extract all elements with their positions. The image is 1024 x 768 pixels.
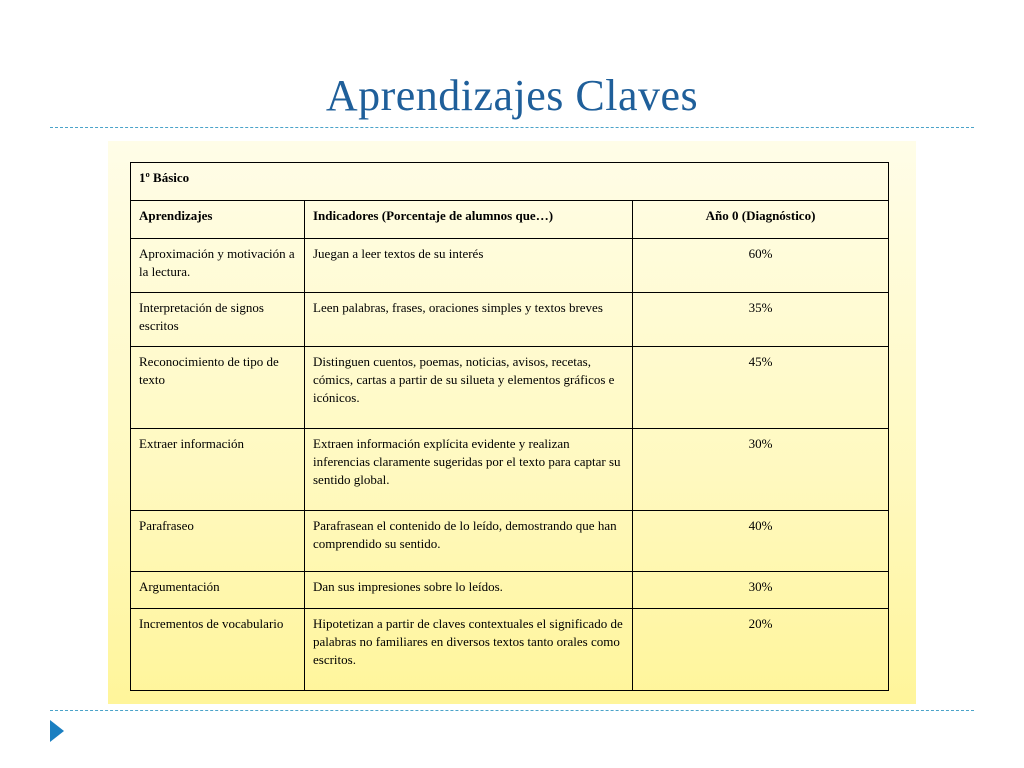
cell-indicador: Leen palabras, frases, oraciones simples y textos breves xyxy=(305,293,633,347)
top-divider xyxy=(50,127,974,128)
table-row xyxy=(131,511,889,572)
cell-valor: 35% xyxy=(633,293,889,347)
cell-indicador: Distinguen cuentos, poemas, noticias, avisos, recetas, cómics, cartas a partir de su silueta y elementos gráficos e icónicos. xyxy=(305,347,633,429)
cell-aprendizaje: Parafraseo xyxy=(131,511,305,572)
bottom-divider xyxy=(50,710,974,711)
cell-indicador: Extraen información explícita evidente y realizan inferencias claramente sugeridas por el texto para captar su sentido global. xyxy=(305,429,633,511)
cell-valor: 45% xyxy=(633,347,889,429)
cell-aprendizaje: Argumentación xyxy=(131,572,305,609)
cell-aprendizaje: Incrementos de vocabulario xyxy=(131,609,305,691)
table-caption: 1º Básico xyxy=(131,163,889,201)
table-row xyxy=(131,293,889,347)
cell-indicador: Hipotetizan a partir de claves contextuales el significado de palabras no familiares en diversos textos tanto orales como escritos. xyxy=(305,609,633,691)
cell-aprendizaje: Reconocimiento de tipo de texto xyxy=(131,347,305,429)
table-row xyxy=(131,347,889,429)
header-indicadores: Indicadores (Porcentaje de alumnos que…) xyxy=(305,201,633,239)
table-row xyxy=(131,609,889,691)
table-row xyxy=(131,429,889,511)
header-diagnostico: Año 0 (Diagnóstico) xyxy=(633,201,889,239)
cell-aprendizaje: Interpretación de signos escritos xyxy=(131,293,305,347)
cell-valor: 30% xyxy=(633,572,889,609)
triangle-arrow-icon xyxy=(50,720,64,742)
cell-valor: 20% xyxy=(633,609,889,691)
cell-aprendizaje: Aproximación y motivación a la lectura. xyxy=(131,239,305,293)
cell-aprendizaje: Extraer información xyxy=(131,429,305,511)
cell-valor: 60% xyxy=(633,239,889,293)
cell-indicador: Dan sus impresiones sobre lo leídos. xyxy=(305,572,633,609)
cell-valor: 40% xyxy=(633,511,889,572)
table-header-row xyxy=(131,201,889,239)
cell-indicador: Juegan a leer textos de su interés xyxy=(305,239,633,293)
cell-valor: 30% xyxy=(633,429,889,511)
slide-title: Aprendizajes Claves xyxy=(325,71,699,120)
table-caption-row xyxy=(131,163,889,201)
header-aprendizajes: Aprendizajes xyxy=(131,201,305,239)
learning-table xyxy=(130,162,889,691)
table-row xyxy=(131,572,889,609)
table-row xyxy=(131,239,889,293)
cell-indicador: Parafrasean el contenido de lo leído, demostrando que han comprendido su sentido. xyxy=(305,511,633,572)
